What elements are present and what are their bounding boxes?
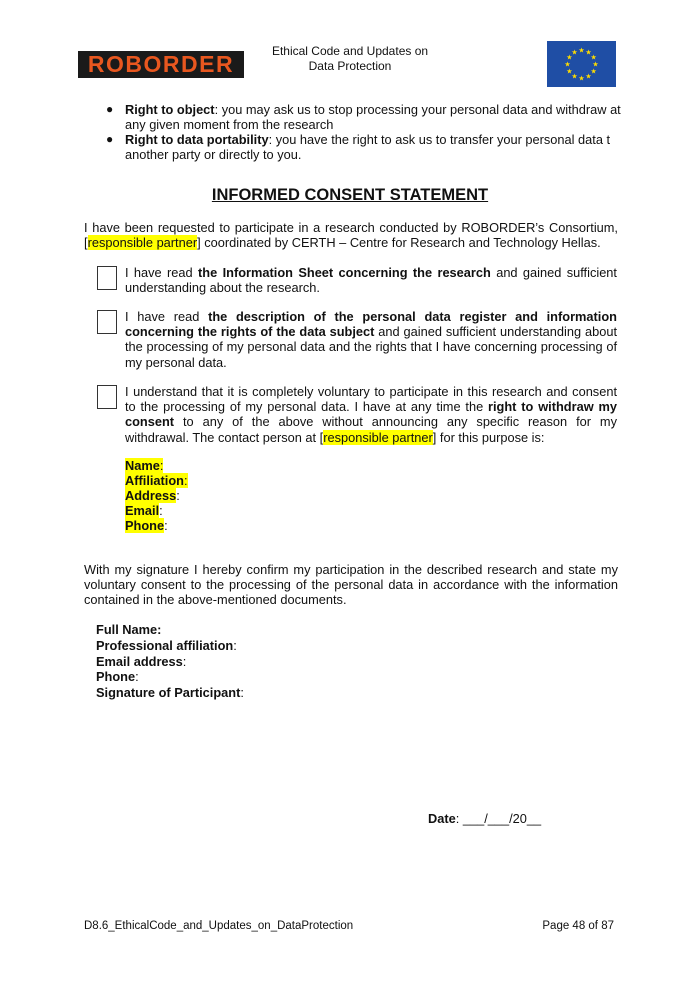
field-email-address: Email address:: [96, 653, 187, 669]
intro-paragraph: [84, 220, 618, 250]
consent-checkbox[interactable]: [97, 266, 117, 290]
rights-list: [102, 102, 622, 162]
eu-star-icon: ★: [571, 73, 578, 81]
contact-field-affiliation: Affiliation:: [125, 473, 188, 488]
field-professional-affiliation: Professional affiliation:: [96, 637, 237, 653]
contact-field-email: Email:: [125, 503, 163, 518]
field-label: Phone: [96, 669, 136, 685]
confirmation-paragraph: With my signature I hereby confirm my participation in the described research and state my voluntary consent to the processing of the personal data in accordance with the information contained in the above-mentioned documents.: [84, 562, 618, 608]
eu-star-icon: ★: [590, 54, 597, 62]
contact-person-fields: [125, 458, 188, 533]
contact-field-address: Address:: [125, 488, 180, 503]
field-full-name: Full Name:: [96, 622, 162, 637]
eu-star-icon: ★: [566, 68, 573, 76]
field-label: Affiliation: [125, 473, 184, 488]
consent-item-data-register: [97, 309, 618, 370]
item-text-bold: the Information Sheet concerning the research: [198, 265, 491, 280]
list-item: [102, 132, 622, 162]
eu-star-icon: ★: [578, 47, 585, 55]
field-label: Professional affiliation: [96, 637, 234, 653]
item-text-bold: right to withdraw my consent: [125, 399, 617, 430]
right-title: Right to object: [125, 102, 215, 117]
intro-text: I have been requested to participate in a research conducted by ROBORDER’s Consortium, [: [84, 220, 618, 251]
logo-text: ROBORDER: [87, 51, 235, 77]
field-phone: Phone:: [96, 669, 139, 685]
eu-flag-icon: [547, 41, 616, 87]
item-text-bold: the description of the personal data register and information concerning the rights of the data subject: [125, 309, 617, 340]
footer-page-number: Page 48 of 87: [542, 920, 614, 932]
consent-item-text: [125, 384, 617, 445]
eu-star-icon: ★: [564, 61, 571, 69]
consent-item-voluntary: [97, 384, 618, 445]
roborder-logo: [78, 51, 244, 78]
intro-text: ] coordinated by CERTH – Centre for Research and Technology Hellas.: [197, 235, 601, 251]
right-text: : you have the right to ask us to transfer your personal data t another party or directly to you.: [125, 132, 611, 162]
right-text: : you may ask us to stop processing your personal data and withdraw at any given moment from the research: [125, 102, 621, 132]
highlight-placeholder: responsible partner: [87, 235, 198, 251]
eu-star-icon: ★: [592, 61, 599, 69]
header-title-line1: Ethical Code and Updates on: [271, 44, 429, 58]
item-text-part: ] for this purpose is:: [432, 429, 545, 445]
eu-star-icon: ★: [585, 73, 592, 81]
highlight-placeholder: responsible partner: [323, 429, 433, 445]
field-label: Phone: [125, 518, 165, 533]
footer-doc-id: D8.6_EthicalCode_and_Updates_on_DataProtection: [84, 920, 354, 932]
contact-field-phone: Phone:: [125, 518, 168, 533]
field-signature: Signature of Participant:: [96, 685, 244, 701]
item-text-part: and gained sufficient understanding about the processing of my personal data and the rights that I have concerning processing of my personal data.: [125, 324, 617, 370]
consent-item-text: [125, 265, 617, 295]
page-title: INFORMED CONSENT STATEMENT: [211, 186, 489, 204]
header-title-line2: Data Protection: [308, 59, 392, 73]
bullet-icon: ●: [106, 102, 114, 116]
consent-checkbox[interactable]: [97, 310, 117, 334]
consent-item-information-sheet: [97, 265, 618, 295]
item-text-part: I have read: [125, 265, 199, 280]
item-text-part: and gained sufficient understanding about the research.: [125, 265, 617, 296]
field-label: Signature of Participant: [96, 685, 241, 701]
contact-field-name: Name:: [125, 458, 164, 473]
eu-star-icon: ★: [566, 54, 573, 62]
item-text-part: to any of the above without announcing any specific reason for my withdrawal. The contact person at [: [125, 414, 617, 445]
right-title: Right to data portability: [125, 132, 269, 147]
signature-fields: [96, 622, 244, 701]
date-label: Date: [428, 811, 456, 826]
field-label: Name: [125, 458, 160, 473]
field-label: Address: [125, 488, 177, 503]
date-value: : ___/___/20__: [455, 811, 542, 826]
eu-star-icon: ★: [571, 49, 578, 57]
date-field: [428, 811, 541, 826]
consent-item-text: [125, 309, 617, 370]
bullet-icon: ●: [106, 132, 114, 146]
eu-star-icon: ★: [578, 75, 585, 83]
consent-checkbox[interactable]: [97, 385, 117, 409]
eu-star-icon: ★: [590, 68, 597, 76]
field-label: Email: [125, 503, 160, 518]
list-item: [102, 102, 622, 132]
item-text-part: I have read: [125, 309, 209, 324]
field-label: Email address: [96, 653, 183, 669]
item-text-part: I understand that it is completely voluntary to participate in this research and consent to the processing of my personal data. I have at any time the: [125, 384, 617, 415]
header-title: [250, 44, 450, 74]
eu-star-icon: ★: [585, 49, 592, 57]
